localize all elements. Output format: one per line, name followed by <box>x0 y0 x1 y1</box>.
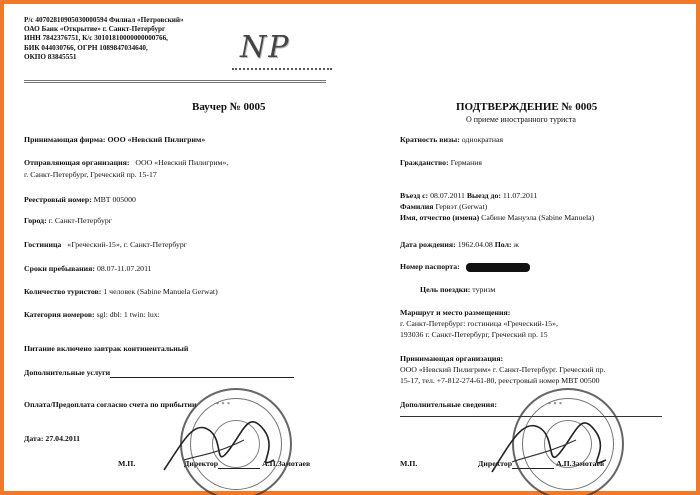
exit-value: 11.07.2011 <box>502 191 538 200</box>
logo-text: NP <box>240 30 291 65</box>
tourists-value: 1 человек (Sabine Manuela Gerwat) <box>103 287 218 296</box>
sender-address: г. Санкт-Петербург, Греческий пр. 15-17 <box>24 170 157 179</box>
route-value-2: 193036 г. Санкт-Петербург, Греческий пр. 15 <box>400 330 548 339</box>
passport-redaction <box>466 263 530 272</box>
confirmation-signature <box>484 400 614 480</box>
stay-value: 08.07-11.07.2011 <box>96 264 152 273</box>
additional-info-label: Дополнительные сведения: <box>400 400 497 409</box>
dates-field <box>400 191 537 201</box>
rooms-field <box>24 310 160 320</box>
sender-label: Отправляющая организация: <box>24 158 130 167</box>
header-rule <box>24 80 326 83</box>
purpose-value: туризм <box>472 285 496 294</box>
city-field <box>24 216 112 226</box>
dob-field <box>400 240 519 250</box>
dob-value: 1962.04.08 <box>457 240 493 249</box>
voucher-title: Ваучер № 0005 <box>192 101 266 113</box>
sex-label: Пол: <box>494 240 512 249</box>
bank-line: ОАО Банк «Открытие» г. Санкт-Петербург <box>24 25 166 34</box>
bank-line: Р/с 40702810905030000594 Филиал «Петровский» <box>24 16 184 24</box>
logo-underline <box>232 68 332 70</box>
tourists-field <box>24 287 218 297</box>
confirmation-subtitle: О приеме иностранного туриста <box>466 115 576 124</box>
payment-line: Оплата/Предоплата согласно счета по прибытии <box>24 400 197 409</box>
entry-label: Въезд с: <box>400 191 429 200</box>
hotel-label: Гостиница <box>24 240 62 249</box>
purpose-label: Цель поездки: <box>420 285 471 294</box>
visa-value: однократная <box>461 135 504 144</box>
confirmation-title: ПОДТВЕРЖДЕНИЕ № 0005 <box>456 101 598 113</box>
confirmation-director-name: А.П.Замотаев <box>556 459 605 468</box>
hotel-field <box>24 240 187 250</box>
surname-label: Фамилия <box>400 202 434 211</box>
tourists-label: Количество туристов: <box>24 287 102 296</box>
citizenship-value: Германия <box>450 158 483 167</box>
visa-field <box>400 135 503 145</box>
voucher-director-name: А.П.Замотаев <box>262 459 311 468</box>
confirmation-director-label: Директор <box>478 459 513 468</box>
voucher-director-label: Директор <box>184 459 219 468</box>
meals-line: Питание включено завтрак континентальный <box>24 344 189 353</box>
document-page <box>4 4 696 491</box>
registry-label: Реестровый номер: <box>24 195 92 204</box>
bank-line: ОКПО 83845551 <box>24 52 77 61</box>
given-name-field <box>400 213 594 223</box>
company-logo <box>232 28 332 72</box>
passport-label: Номер паспорта: <box>400 262 460 271</box>
surname-field <box>400 202 487 212</box>
entry-value: 08.07.2011 <box>430 191 465 200</box>
passport-field <box>400 262 530 272</box>
given-name-label: Имя, отчество (имена) <box>400 213 480 222</box>
extra-services-field <box>24 368 294 378</box>
city-value: г. Санкт-Петербург <box>48 216 112 225</box>
receiving-org-value-2: 15-17, тел. +7-812-274-61-80, реестровый номер МВТ 00500 <box>400 376 600 385</box>
bank-details <box>24 16 184 62</box>
stay-field <box>24 264 152 274</box>
voucher-date: Дата: 27.04.2011 <box>24 434 81 443</box>
given-name-value: Сабине Мануэла (Sabine Manuela) <box>481 213 595 222</box>
route-value-1: г. Санкт-Петербург: гостиница «Греческий-15», <box>400 319 558 328</box>
citizenship-field <box>400 158 482 168</box>
visa-label: Кратность визы: <box>400 135 460 144</box>
registry-value: МВТ 005000 <box>93 195 136 204</box>
bank-line: ИНН 7842376751, К/с 30101810000000000766, <box>24 34 168 43</box>
host-field <box>24 135 205 145</box>
host-label: Принимающая фирма: <box>24 135 106 144</box>
extra-services-line <box>110 377 294 378</box>
citizenship-label: Гражданство: <box>400 158 449 167</box>
sender-field <box>24 158 228 168</box>
extra-services-label: Дополнительные услуги <box>24 368 111 377</box>
voucher-mp: М.П. <box>118 459 136 468</box>
sender-value: ООО «Невский Пилигрим», <box>135 158 229 167</box>
city-label: Город: <box>24 216 47 225</box>
rooms-label: Категория номеров: <box>24 310 95 319</box>
registry-field <box>24 195 136 205</box>
rooms-value: sgl: dbl: 1 twin: lux: <box>96 310 160 319</box>
receiving-org-label: Принимающая организация: <box>400 354 504 363</box>
host-value: ООО «Невский Пилигрим» <box>107 135 206 144</box>
bank-line: БИК 044030766, ОГРН 1089847034640, <box>24 43 148 52</box>
exit-label: Выезд до: <box>466 191 501 200</box>
stay-label: Сроки пребывания: <box>24 264 95 273</box>
voucher-signature <box>154 400 284 480</box>
confirmation-mp: М.П. <box>400 459 418 468</box>
receiving-org-value-1: ООО «Невский Пилигрим» г. Санкт-Петербург. Греческий пр. <box>400 365 606 374</box>
dob-label: Дата рождения: <box>400 240 456 249</box>
sex-value: ж <box>513 240 519 249</box>
surname-value: Гервэт (Gerwat) <box>435 202 488 211</box>
seal-lettering: * * * <box>216 402 231 408</box>
hotel-value: «Греческий-15», г. Санкт-Петербург <box>67 240 187 249</box>
seal-lettering: * * * <box>548 402 563 408</box>
route-label: Маршрут и место размещения: <box>400 308 511 317</box>
purpose-field <box>420 285 495 295</box>
